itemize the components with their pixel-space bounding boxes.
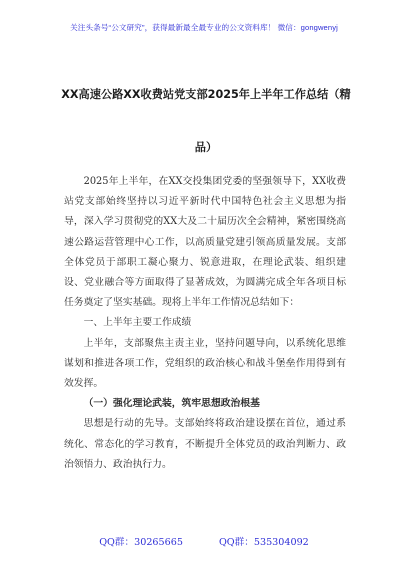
- intro-paragraph: 2025年上半年，在XX交投集团党委的坚强领导下，XX收费站党支部始终坚持以习近平新时代中国特色社会主义思想为指导，深入学习贯彻党的XX大及二十届历次全会精神，紧密围绕高速公路运营管理中心工作，以高质量党建引领高质量发展。支部全体党员于部职工凝心聚力、锐意进取，在理论武装、组织建设、党业融合等方面取得了显著成效，为圆满完成全年各项目标任务奠定了坚实基础。现将上半年工作情况总结如下：: [64, 176, 346, 309]
- subsection-heading-1: （一）强化理论武装，筑牢思想政治根基: [83, 398, 260, 410]
- footer-contact: [0, 534, 408, 548]
- header-banner: 关注头条号“公文研究”，获得最新最全最专业的公文资料库！ 微信：gongwenyj: [70, 23, 338, 32]
- section-heading-1: 一、上半年主要工作成绩: [83, 317, 192, 329]
- title-line-1: XX高速公路XX收费站党支部2025年上半年工作总结（精: [61, 88, 351, 101]
- subsection-1-paragraph: 思想是行动的先导。支部始终将政治建设摆在首位，通过系统化、常态化的学习教育，不断提升全体党员的政治判断力、政治领悟力、政治执行力。: [64, 418, 346, 470]
- section-1-paragraph: 上半年，支部聚焦主责主业，坚持问题导向，以系统化思维谋划和推进各项工作，党组织的政治核心和战斗堡垒作用得到有效发挥。: [64, 337, 346, 390]
- document-title: [58, 68, 354, 174]
- title-line-2: 品）: [194, 141, 218, 154]
- qq-group-1: QQ群：30265665: [99, 537, 183, 548]
- qq-group-2: QQ群：535304092: [218, 537, 309, 548]
- document-body: [64, 172, 346, 475]
